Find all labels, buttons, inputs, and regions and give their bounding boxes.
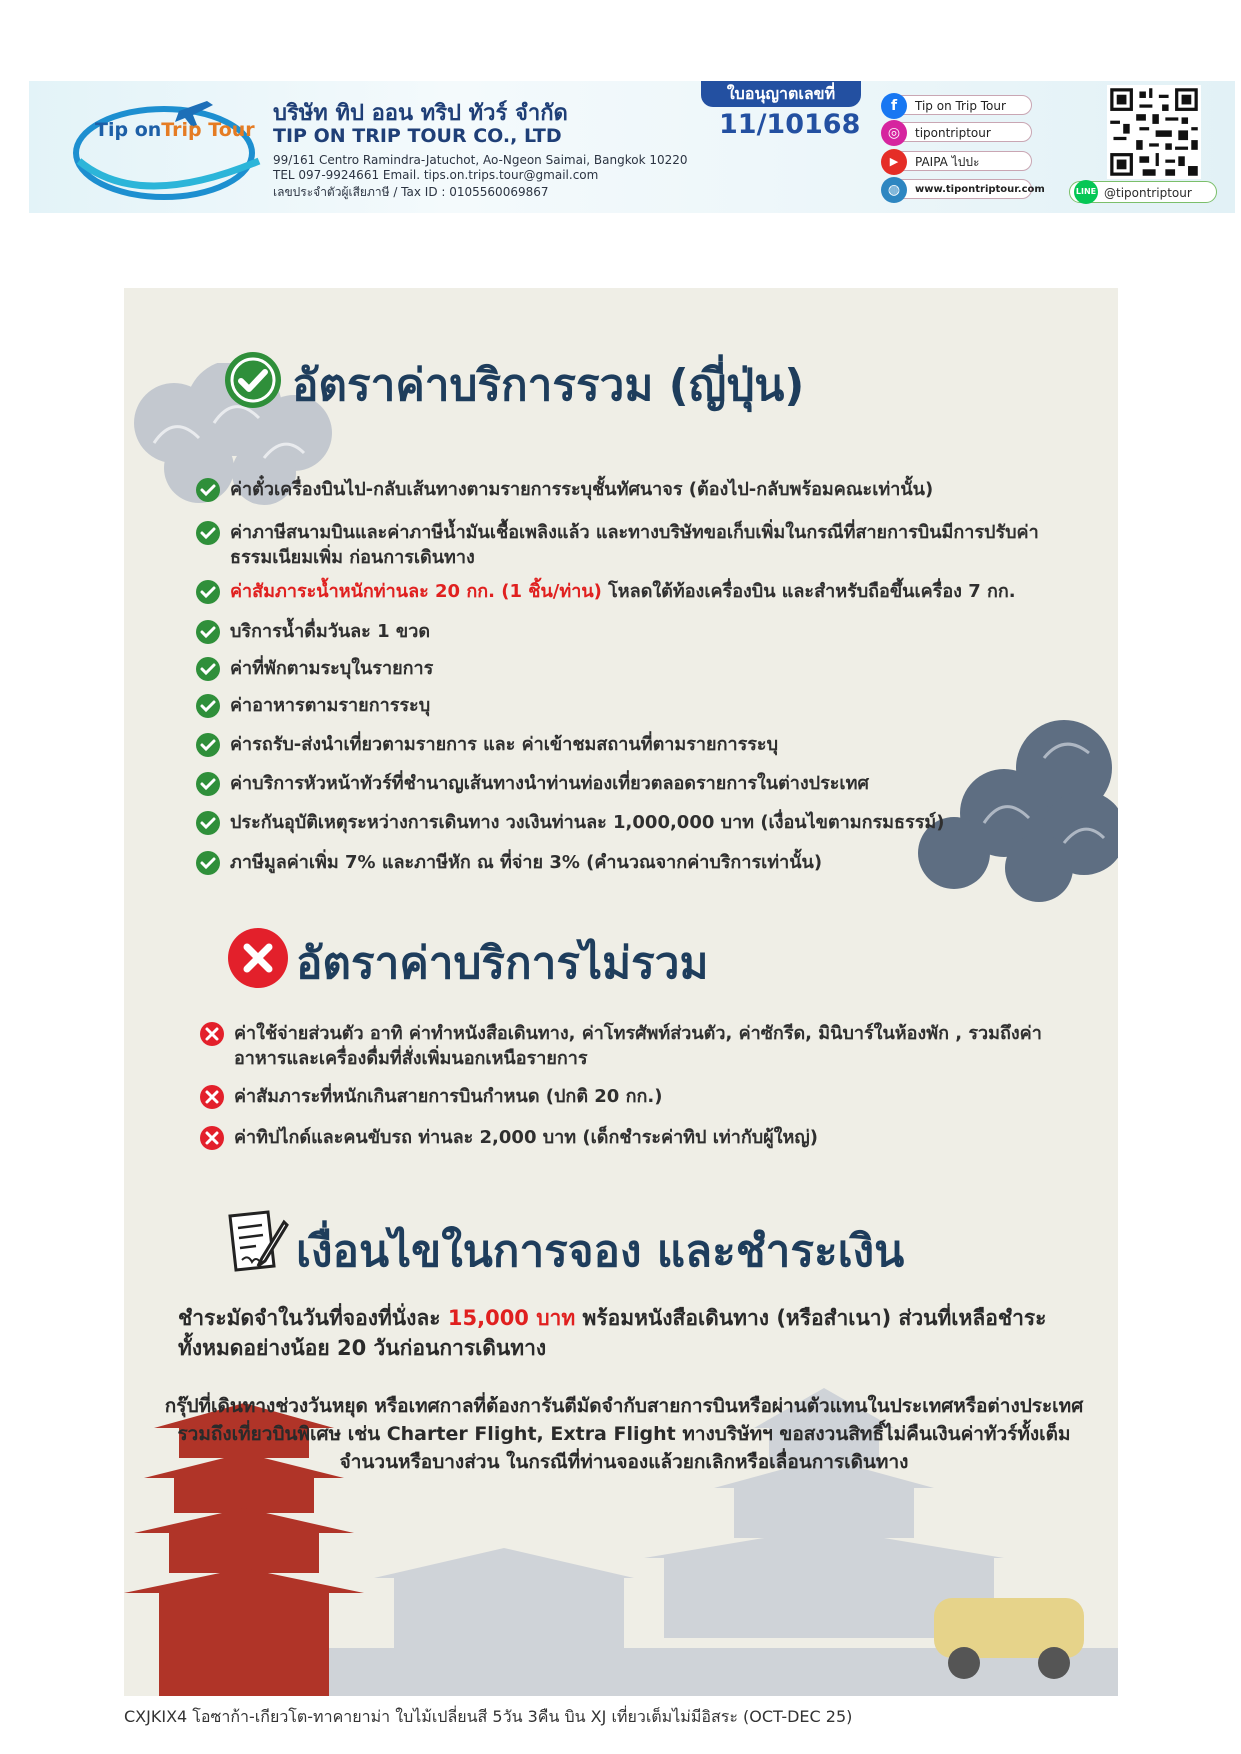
included-item: ค่าบริการหัวหน้าทัวร์ที่ชำนาญเส้นทางนำท่านท่องเที่ยวตลอดรายการในต่างประเทศ bbox=[196, 771, 1076, 796]
check-icon bbox=[196, 620, 220, 644]
included-item: บริการน้ำดื่มวันละ 1 ขวด bbox=[196, 619, 1076, 644]
info-poster bbox=[124, 288, 1118, 1696]
company-address: 99/161 Centro Ramindra-Jatuchot, Ao-Ngeon Saimai, Bangkok 10220 bbox=[273, 153, 688, 167]
included-item: ค่าตั๋วเครื่องบินไป-กลับเส้นทางตามรายการระบุชั้นทัศนาจร (ต้องไป-กลับพร้อมคณะเท่านั้น) bbox=[196, 477, 1076, 502]
youtube-label: PAIPA ไปปะ bbox=[915, 155, 980, 169]
company-name-english: TIP ON TRIP TOUR CO., LTD bbox=[273, 125, 562, 147]
company-header-banner bbox=[29, 81, 1235, 213]
company-contact: TEL 097-9924661 Email. tips.on.trips.tour@gmail.com bbox=[273, 168, 599, 182]
instagram-label: tipontriptour bbox=[915, 126, 991, 140]
youtube-link[interactable] bbox=[884, 151, 1032, 171]
booking-title: เงื่อนไขในการจอง และชำระเงิน bbox=[296, 1226, 905, 1277]
company-name-thai: บริษัท ทิป ออน ทริป ทัวร์ จำกัด bbox=[273, 101, 568, 126]
facebook-label: Tip on Trip Tour bbox=[915, 99, 1006, 113]
x-icon bbox=[200, 1022, 224, 1046]
excluded-item: ค่าใช้จ่ายส่วนตัว อาทิ ค่าทำหนังสือเดินทาง, ค่าโทรศัพท์ส่วนตัว, ค่าซักรีด, มินิบาร์ในห้องพัก , รวมถึงค่าอาหารและเครื่องดื่มที่สั่งเพิ่มนอกเหนือรายการ bbox=[200, 1021, 1070, 1071]
line-icon: LINE bbox=[1074, 180, 1098, 204]
facebook-link[interactable] bbox=[884, 95, 1032, 115]
document-pen-icon bbox=[224, 1208, 290, 1278]
check-icon bbox=[196, 521, 220, 545]
included-item: ค่าสัมภาระน้ำหนักท่านละ 20 กก. (1 ชิ้น/ท่าน) โหลดใต้ท้องเครื่องบิน และสำหรับถือขึ้นเครื่อง 7 กก. bbox=[196, 579, 1076, 604]
website-link[interactable] bbox=[884, 179, 1045, 199]
included-item: ค่ารถรับ-ส่งนำเที่ยวตามรายการ และ ค่าเข้าชมสถานที่ตามรายการระบุ bbox=[196, 732, 1076, 757]
included-item: ประกันอุบัติเหตุระหว่างการเดินทาง วงเงินท่านละ 1,000,000 บาท (เงื่อนไขตามกรมธรรม์) bbox=[196, 810, 1076, 835]
check-icon bbox=[196, 851, 220, 875]
x-icon bbox=[200, 1126, 224, 1150]
included-item: ค่าที่พักตามระบุในรายการ bbox=[196, 656, 1076, 681]
check-icon bbox=[196, 478, 220, 502]
deposit-terms: ชำระมัดจำในวันที่จองที่นั่งละ 15,000 บาท พร้อมหนังสือเดินทาง (หรือสำเนา) ส่วนที่เหลือชำระทั้งหมดอย่างน้อย 20 วันก่อนการเดินทาง bbox=[178, 1306, 1047, 1360]
qr-code bbox=[1107, 85, 1201, 179]
facebook-icon: f bbox=[881, 93, 907, 119]
check-icon bbox=[196, 772, 220, 796]
x-circle-icon bbox=[228, 928, 288, 988]
check-icon bbox=[196, 733, 220, 757]
logo-text: Tip onTrip Tour bbox=[95, 119, 255, 141]
line-id: @tipontriptour bbox=[1104, 186, 1192, 200]
included-item: ภาษีมูลค่าเพิ่ม 7% และภาษีหัก ณ ที่จ่าย 3% (คำนวณจากค่าบริการเท่านั้น) bbox=[196, 850, 1076, 875]
license-label: ใบอนุญาตเลขที่ bbox=[701, 81, 861, 107]
tour-code-footer: CXJKIX4 โอซาก้า-เกียวโต-ทาคายาม่า ใบไม้เปลี่ยนสี 5วัน 3คืน บิน XJ เที่ยวเต็มไม่มีอิสระ (OCT-DEC 25) bbox=[124, 1707, 853, 1726]
included-item: ค่าอาหารตามรายการระบุ bbox=[196, 693, 1076, 718]
deposit-amount: 15,000 บาท bbox=[447, 1306, 576, 1330]
baggage-highlight: ค่าสัมภาระน้ำหนักท่านละ 20 กก. (1 ชิ้น/ท่าน) bbox=[230, 581, 602, 602]
website-label: www.tipontriptour.com bbox=[915, 184, 1045, 195]
company-tax-id: เลขประจำตัวผู้เสียภาษี / Tax ID : 0105560069867 bbox=[273, 185, 549, 199]
line-link[interactable] bbox=[1069, 181, 1217, 203]
included-item: ค่าภาษีสนามบินและค่าภาษีน้ำมันเชื้อเพลิงแล้ว และทางบริษัทขอเก็บเพิ่มในกรณีที่สายการบินมีการปรับค่าธรรมเนียมเพิ่ม ก่อนการเดินทาง bbox=[196, 520, 1076, 570]
excluded-item: ค่าทิปไกด์และคนขับรถ ท่านละ 2,000 บาท (เด็กชำระค่าทิป เท่ากับผู้ใหญ่) bbox=[200, 1125, 1070, 1150]
instagram-icon: ◎ bbox=[881, 120, 907, 146]
youtube-icon: ▶ bbox=[881, 149, 907, 175]
check-icon bbox=[196, 657, 220, 681]
cancellation-notice: กรุ๊ปที่เดินทางช่วงวันหยุด หรือเทศกาลที่ต้องการันตีมัดจำกับสายการบินหรือผ่านตัวแทนในประเทศหรือต่างประเทศ รวมถึงเที่ยวบินพิเศษ เช่น Charter Flight, Extra Flight ทางบริษัทฯ ขอสงวนสิทธิ์ไม่คืนเงินค่าทัวร์ทั้งเต็มจำนวนหรือบางส่วน ในกรณีที่ท่านจองแล้วยกเลิกหรือเลื่อนการเดินทาง bbox=[164, 1395, 1084, 1473]
license-number: 11/10168 bbox=[719, 109, 861, 140]
globe-icon: ◍ bbox=[881, 177, 907, 203]
check-icon bbox=[196, 694, 220, 718]
x-icon bbox=[200, 1085, 224, 1109]
check-icon bbox=[196, 811, 220, 835]
company-logo bbox=[69, 91, 279, 203]
check-circle-icon bbox=[224, 351, 282, 409]
excluded-title: อัตราค่าบริการไม่รวม bbox=[296, 938, 709, 989]
included-title: อัตราค่าบริการรวม (ญี่ปุ่น) bbox=[292, 360, 805, 411]
check-icon bbox=[196, 580, 220, 604]
excluded-item: ค่าสัมภาระที่หนักเกินสายการบินกำหนด (ปกติ 20 กก.) bbox=[200, 1084, 1070, 1109]
instagram-link[interactable] bbox=[884, 122, 1032, 142]
